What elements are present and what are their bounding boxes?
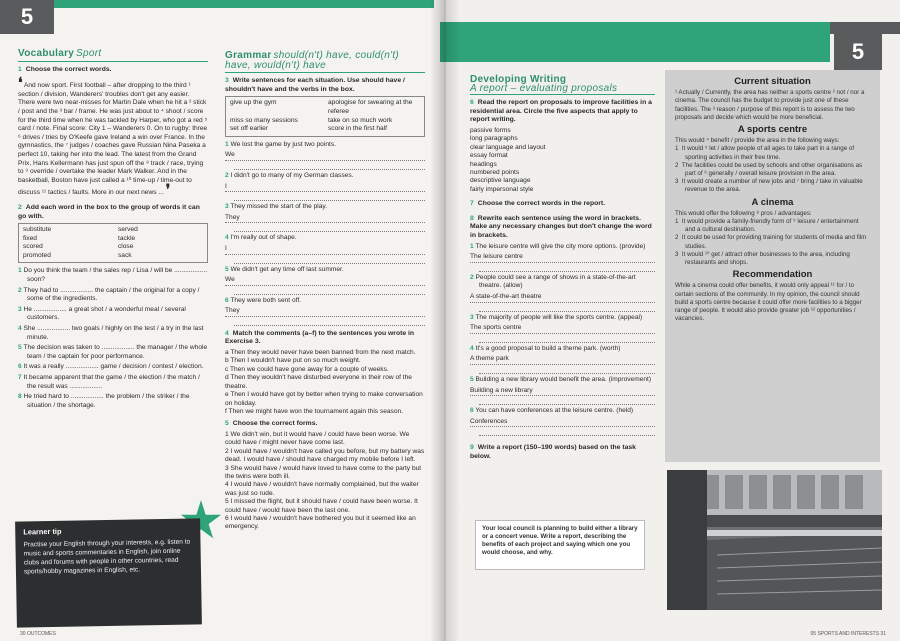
answer-line[interactable]: A state-of-the-art theatre bbox=[470, 293, 655, 303]
list-item[interactable]: clear language and layout bbox=[470, 143, 546, 151]
list-item: 3 The majority of people will like the sports centre. (appeal) bbox=[470, 313, 643, 321]
exercise-2-items bbox=[18, 267, 208, 410]
list-item[interactable]: 6 I would have / wouldn't have bothered you but it seemed like an emergency. bbox=[225, 514, 416, 531]
answer-line[interactable]: The leisure centre bbox=[470, 253, 655, 263]
list-item: c Then we could have gone away for a couple of weeks. bbox=[225, 365, 389, 373]
report-paragraph[interactable]: This would ⁴ benefit / provide the area in the following ways: bbox=[675, 137, 840, 145]
list-item: 1 The leisure centre will give the city more options. (provide) bbox=[470, 242, 646, 250]
answer-line[interactable] bbox=[479, 265, 655, 272]
answer-line[interactable]: They bbox=[225, 307, 425, 317]
list-item: d Then they wouldn't have disturbed everyone in their row of the theatre. bbox=[225, 374, 412, 390]
news-passage: ❛ And now sport. First football – after dropping to the third ¹ section / division, Wanderers' troubles don't get any easier. There were two near-misses for Martin Dale when he hit a ² stick / post and the ³ bar / frame. He was just about to ⁴ shoot / score for the third time when he was tackled by Harper, who got a red ⁵ card / note. Final score: City 1 – Wanderers 0. On to rugby: three ⁶ drives / tries by O'Keefe gave Ireland a win over France. In the gymnastics, the ⁷ judges / coaches gave Russian Nina Paseka a perfect 10, taking her into the lead. The latest from the Grand Prix, Hans Kellermann has just spun off the ⁸ track / race, trying to ⁹ override / overtake the leader Mark Walker. And in the basketball, Boston have just called a ¹⁰ time-up / time-out to discuss ¹¹ tactics / faults. More in our next news ... ❜ bbox=[18, 74, 208, 198]
left-page bbox=[0, 0, 448, 641]
answer-line[interactable]: The sports centre bbox=[470, 324, 655, 334]
report-paragraph[interactable]: ¹ Actually / Currently, the area has neither a sports centre ² not / nor a cinema. The council has the budget to provide just one of these facilities. The ³ reason / purpose of this report is to assess the two proposals and decide which would be more beneficial. bbox=[675, 89, 865, 121]
answer-line[interactable] bbox=[234, 163, 425, 170]
answer-line[interactable] bbox=[234, 225, 425, 232]
answer-line[interactable]: We bbox=[225, 276, 425, 286]
list-item: 6 They were both sent off. bbox=[225, 296, 302, 304]
report-heading: Current situation bbox=[734, 76, 811, 87]
exercise-2-heading: 2 Add each word in the box to the group of words it can go with. bbox=[18, 203, 200, 220]
list-item[interactable]: 3 It would ¹⁰ get / attract other businesses to the area, including restaurants and shops. bbox=[675, 250, 850, 267]
list-item[interactable]: 6 It was a really .................. game / decision / contest / election. bbox=[18, 363, 204, 371]
list-item[interactable]: 3 It would create a number of new jobs and ⁷ bring / take in valuable revenue to the area. bbox=[675, 178, 863, 194]
list-item[interactable]: 8 He tried hard to .................. the problem / the striker / the situation / the shortage. bbox=[18, 393, 190, 409]
list-item[interactable]: 1 It would provide a family-friendly form of ⁹ leisure / entertainment and a cultural destination. bbox=[675, 218, 859, 234]
list-item: 3 They missed the start of the play. bbox=[225, 203, 328, 211]
list-item[interactable]: 3 She would have / would have loved to have come to the party but the twins were both ill. bbox=[225, 464, 422, 480]
section-title: Vocabulary bbox=[18, 48, 75, 59]
answer-line[interactable]: Building a new library bbox=[470, 387, 655, 397]
exercise-7-heading: 7 Choose the correct words in the report. bbox=[470, 200, 606, 208]
list-item[interactable]: numbered points bbox=[470, 169, 520, 176]
quote-open-icon: ❛ bbox=[18, 74, 23, 91]
grammar-section bbox=[225, 52, 425, 532]
list-item[interactable]: 7 It became apparent that the game / the election / the match / the result was .................. bbox=[18, 374, 200, 390]
unit-number-tab: 5 bbox=[834, 34, 882, 70]
word-box: substitute served fixed tackle scored close promoted sack bbox=[18, 223, 208, 263]
list-item: 5 We didn't get any time off last summer. bbox=[225, 265, 344, 273]
answer-line[interactable] bbox=[234, 194, 425, 201]
report-heading: Recommendation bbox=[732, 269, 813, 281]
learner-tip bbox=[15, 518, 202, 627]
list-item: 2 I didn't go to many of my German classes. bbox=[225, 171, 354, 179]
match-list bbox=[225, 349, 425, 416]
answer-line[interactable] bbox=[479, 336, 655, 343]
list-item: a Then they would never have been banned from the next match. bbox=[225, 349, 416, 357]
header-band bbox=[440, 22, 830, 62]
list-item[interactable]: 5 I missed the flight, but it should have / could have been worse. It could have / would have been the last one. bbox=[225, 498, 418, 514]
exercise-8-heading: 8 Rewrite each sentence using the word in brackets. Make any necessary changes but don't change the word in brackets. bbox=[470, 214, 652, 239]
list-item[interactable]: 2 It could be used for providing training for students of media and film studies. bbox=[675, 234, 867, 250]
page-footer: 05 SPORTS AND INTERESTS 31 bbox=[810, 631, 886, 637]
header-band-grey bbox=[830, 22, 900, 34]
list-item: 5 Building a new library would benefit the area. (improvement) bbox=[470, 375, 652, 383]
vocabulary-section bbox=[18, 50, 208, 412]
answer-line[interactable] bbox=[234, 257, 425, 264]
report-paragraph[interactable]: This would offer the following ⁸ pros / advantages: bbox=[675, 209, 812, 217]
exercise-3-heading: 3 Write sentences for each situation. Use should have / shouldn't have and the verbs in the box. bbox=[225, 77, 405, 93]
tip-title: Learner tip bbox=[23, 526, 62, 537]
task-note: Your local council is planning to build either a library or a concert venue. Write a report, describing the benefits of each project and saying which one you would choose, and why. bbox=[475, 520, 645, 570]
list-item: 1 We lost the game by just two points. bbox=[225, 140, 336, 148]
list-item[interactable]: passive forms bbox=[470, 126, 511, 134]
answer-line[interactable]: I bbox=[225, 245, 425, 255]
page-footer: 30 OUTCOMES bbox=[20, 631, 56, 637]
list-item[interactable]: 1 Do you think the team / the sales rep / Lisa / will be .................. soon? bbox=[18, 267, 208, 284]
list-item[interactable]: 3 He .................. a great shot / a wonderful meal / several customers. bbox=[18, 305, 186, 322]
header-band bbox=[54, 0, 434, 8]
answer-line[interactable]: They bbox=[225, 214, 425, 224]
list-item[interactable]: 2 The facilities could be used by schools and other organisations as part of ⁶ generally / overall leisure provision in the area. bbox=[675, 161, 863, 178]
list-item: b Then I wouldn't have put on so much weight. bbox=[225, 357, 361, 365]
list-item[interactable]: 4 I would have / wouldn't have normally complained, but the waiter was just so rude. bbox=[225, 481, 419, 497]
forms-list bbox=[225, 431, 425, 532]
section-subtitle: A report – evaluating proposals bbox=[470, 82, 618, 94]
list-item[interactable]: fairly impersonal style bbox=[470, 185, 534, 193]
report-heading: A sports centre bbox=[737, 124, 808, 136]
quote-close-icon: ❜ bbox=[165, 181, 171, 198]
answer-line[interactable] bbox=[479, 398, 655, 405]
answer-line[interactable] bbox=[479, 367, 655, 374]
exercise-6-heading: 6 Read the report on proposals to improve facilities in a residential area. Circle the five aspects that apply to report writing. bbox=[470, 99, 652, 124]
list-item[interactable]: 5 The decision was taken to .................. the manager / the whole team / the captain for poor performance. bbox=[18, 344, 208, 360]
list-item: 6 You can have conferences at the leisure centre. (held) bbox=[470, 407, 634, 415]
verb-box: give up the gym apologise for swearing at the referee miss so many sessions take on so much work set off earlier score in the first half bbox=[225, 96, 425, 136]
list-item[interactable]: 2 I would have / wouldn't have called you before, but my battery was dead. I would have / should have charged my mobile before I left. bbox=[225, 447, 425, 464]
report-panel bbox=[665, 70, 880, 462]
answer-line[interactable]: I bbox=[225, 183, 425, 193]
answer-line[interactable]: We bbox=[225, 151, 425, 161]
list-item[interactable]: 2 They had to .................. the captain / the original for a copy / some of the ingredients. bbox=[18, 286, 200, 303]
exercise-1-heading: 1 Choose the correct words. bbox=[18, 65, 112, 73]
list-item[interactable]: 1 It would ⁵ let / allow people of all ages to take part in a range of sporting activities in their free time. bbox=[675, 145, 855, 161]
swimming-pool-photo bbox=[667, 470, 882, 610]
writing-section bbox=[470, 76, 655, 464]
pool-illustration bbox=[667, 470, 882, 610]
report-heading: A cinema bbox=[751, 196, 794, 208]
list-item: 4 I'm really out of shape. bbox=[225, 234, 297, 242]
list-item: e Then I would have got by better when trying to make conversation on holiday. bbox=[225, 391, 423, 407]
list-item: 2 People could see a range of shows in a state-of-the-art theatre. (allow) bbox=[470, 273, 636, 290]
exercise-5-heading: 5 Choose the correct forms. bbox=[225, 420, 318, 428]
list-item[interactable]: headings bbox=[470, 160, 497, 168]
section-title: Developing Writing bbox=[470, 74, 567, 85]
unit-number-tab: 5 bbox=[0, 0, 54, 34]
tip-text: Practise your English through your interests, e.g. listen to music and sports commentaries in English, join online clubs and forums with people in other countries, read sports/hobby magazines in English, etc. bbox=[23, 538, 191, 576]
list-item[interactable]: 1 We didn't win, but it would have / could have been worse. We could have / might never have come last. bbox=[225, 430, 410, 447]
answer-line[interactable] bbox=[234, 319, 425, 326]
answer-line[interactable] bbox=[234, 288, 425, 295]
list-item: f Then we might have won the tournament again this season. bbox=[225, 407, 404, 415]
right-page bbox=[440, 0, 900, 641]
answer-line[interactable]: A theme park bbox=[470, 355, 655, 365]
aspects-list bbox=[470, 127, 655, 194]
exercise-4-heading: 4 Match the comments (a–f) to the sentences you wrote in Exercise 3. bbox=[225, 329, 415, 346]
list-item[interactable]: long paragraphs bbox=[470, 135, 518, 143]
section-subtitle: Sport bbox=[76, 48, 102, 59]
exercise-9-heading: 9 Write a report (150–190 words) based on the task below. bbox=[470, 444, 636, 460]
answer-line[interactable] bbox=[479, 429, 655, 436]
answer-line[interactable] bbox=[479, 305, 655, 312]
list-item[interactable]: 4 She .................. two goals / highly on the test / a try in the last minute. bbox=[18, 325, 204, 341]
list-item: 4 It's a good proposal to build a theme park. (worth) bbox=[470, 344, 621, 352]
section-subtitle: should(n't) have, could(n't) have, would(n't) have bbox=[225, 50, 400, 71]
list-item[interactable]: essay format bbox=[470, 152, 508, 160]
answer-line[interactable]: Conferences bbox=[470, 418, 655, 428]
section-title: Grammar bbox=[225, 50, 272, 61]
list-item[interactable]: descriptive language bbox=[470, 177, 531, 185]
report-paragraph[interactable]: While a cinema could offer benefits, it would only appeal ¹¹ for / to certain sections of the community. In my opinion, the council should build a sports centre because it could offer more facilities to a bigger range of people. It would also provide greater job ¹² opportunities / vacancies. bbox=[675, 282, 862, 323]
